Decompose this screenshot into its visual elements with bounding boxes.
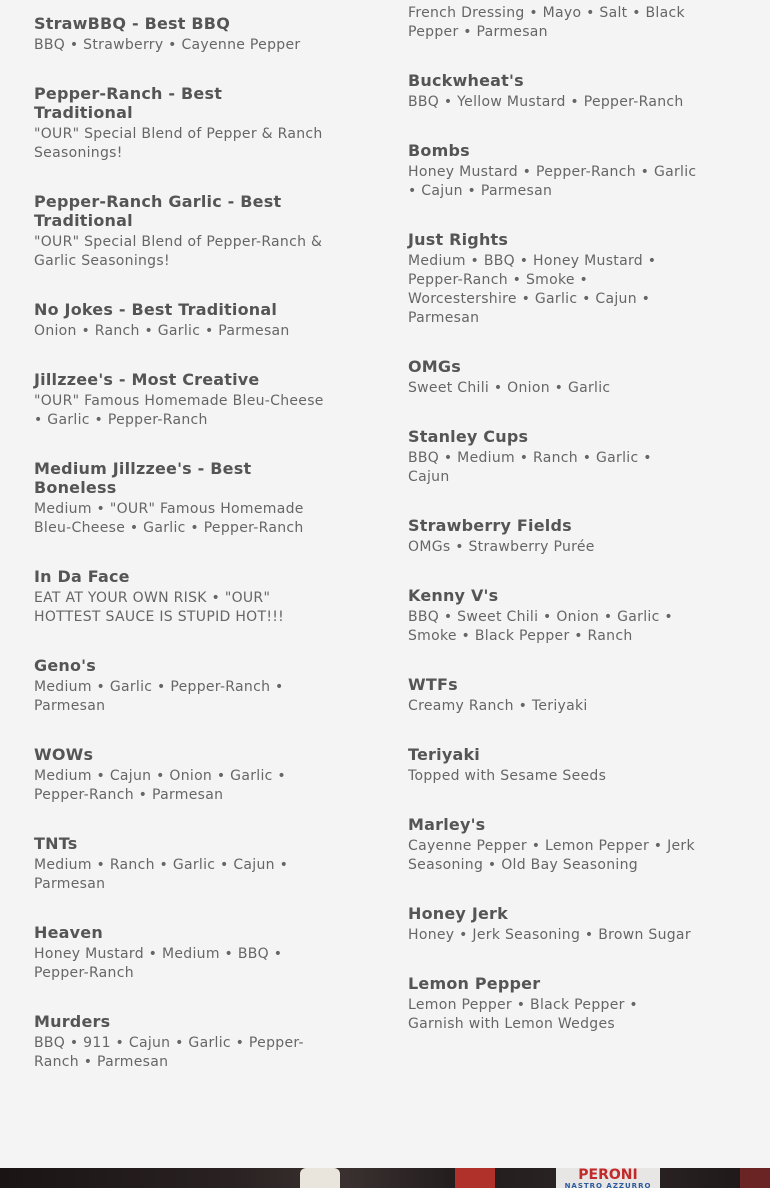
item-name: OMGs: [408, 357, 461, 376]
item-description: Sweet Chili • Onion • Garlic: [408, 380, 611, 396]
item-name: TNTs: [34, 834, 78, 853]
item-name: Jillzzee's - Most Creative: [34, 370, 260, 389]
item-description: "OUR" Famous Homemade Bleu-Cheese • Garlic • Pepper-Ranch: [34, 393, 324, 428]
item-description: Honey Mustard • Medium • BBQ • Pepper-Ranch: [34, 946, 283, 981]
item-description: Onion • Ranch • Garlic • Parmesan: [34, 323, 290, 339]
beer-label-subtext: NASTRO AZZURRO: [564, 1182, 652, 1188]
item-name: Pepper-Ranch Garlic - Best Traditional: [34, 192, 282, 230]
list-item: [34, 84, 324, 163]
item-name: Honey Jerk: [408, 904, 508, 923]
list-item: [408, 974, 698, 1034]
item-description: EAT AT YOUR OWN RISK • "OUR" HOTTEST SAUCE IS STUPID HOT!!!: [34, 590, 285, 625]
list-item: [34, 834, 324, 894]
list-item: [34, 567, 324, 627]
list-item: [34, 656, 324, 716]
item-description: Cayenne Pepper • Lemon Pepper • Jerk Seasoning • Old Bay Seasoning: [408, 838, 695, 873]
item-name: WTFs: [408, 675, 458, 694]
item-description: BBQ • 911 • Cajun • Garlic • Pepper-Ranch • Parmesan: [34, 1035, 304, 1070]
item-description: BBQ • Sweet Chili • Onion • Garlic • Smoke • Black Pepper • Ranch: [408, 609, 673, 644]
item-description: "OUR" Special Blend of Pepper-Ranch & Garlic Seasonings!: [34, 234, 323, 269]
item-name: Lemon Pepper: [408, 974, 541, 993]
list-item: [408, 427, 698, 487]
list-item: [34, 300, 324, 341]
flavor-list-right: [408, 0, 698, 1063]
list-item: [408, 230, 698, 328]
list-item: [408, 745, 698, 786]
item-description: Honey • Jerk Seasoning • Brown Sugar: [408, 927, 691, 943]
item-name: Bombs: [408, 141, 470, 160]
item-description: Creamy Ranch • Teriyaki: [408, 698, 588, 714]
item-name: Buckwheat's: [408, 71, 524, 90]
item-description: OMGs • Strawberry Purée: [408, 539, 595, 555]
item-name: Heaven: [34, 923, 103, 942]
beer-label: [556, 1168, 660, 1188]
list-item: [408, 357, 698, 398]
list-item: [34, 923, 324, 983]
list-item: [408, 586, 698, 646]
list-item: [34, 1012, 324, 1072]
item-name: Medium Jillzzee's - Best Boneless: [34, 459, 252, 497]
item-name: StrawBBQ - Best BBQ: [34, 14, 230, 33]
item-description: BBQ • Medium • Ranch • Garlic • Cajun: [408, 450, 652, 485]
flavor-list-left: [34, 0, 324, 1101]
item-name: WOWs: [34, 745, 94, 764]
list-item: [34, 192, 324, 271]
item-description: Honey Mustard • Pepper-Ranch • Garlic • Cajun • Parmesan: [408, 164, 697, 199]
item-description: BBQ • Strawberry • Cayenne Pepper: [34, 37, 301, 53]
item-name: Kenny V's: [408, 586, 499, 605]
item-name: In Da Face: [34, 567, 130, 586]
list-item: [408, 516, 698, 557]
item-name: Pepper-Ranch - Best Traditional: [34, 84, 223, 122]
list-item: [408, 71, 698, 112]
item-name: Teriyaki: [408, 745, 480, 764]
photo-figure: [300, 1168, 340, 1188]
list-item: [408, 815, 698, 875]
item-description: BBQ • Yellow Mustard • Pepper-Ranch: [408, 94, 684, 110]
item-name: Murders: [34, 1012, 111, 1031]
list-item: [408, 904, 698, 945]
item-description: Topped with Sesame Seeds: [408, 768, 607, 784]
item-description: Medium • Ranch • Garlic • Cajun • Parmesan: [34, 857, 289, 892]
photo-object: [740, 1168, 770, 1188]
list-item: [34, 370, 324, 430]
list-item: [34, 14, 324, 55]
bar-photo: [0, 1168, 770, 1188]
item-description: Medium • Cajun • Onion • Garlic • Pepper-Ranch • Parmesan: [34, 768, 286, 803]
list-item: [408, 141, 698, 201]
item-description: "OUR" Special Blend of Pepper & Ranch Seasonings!: [34, 126, 323, 161]
item-name: Geno's: [34, 656, 96, 675]
item-name: No Jokes - Best Traditional: [34, 300, 278, 319]
list-item: [408, 0, 698, 42]
beer-label-text: PERONI: [578, 1168, 638, 1183]
item-name: [408, 0, 698, 1]
list-item: [408, 675, 698, 716]
list-item: [34, 459, 324, 538]
item-name: Marley's: [408, 815, 486, 834]
item-name: Just Rights: [408, 230, 509, 249]
item-name: Strawberry Fields: [408, 516, 572, 535]
photo-bottle: [455, 1168, 495, 1188]
item-name: Stanley Cups: [408, 427, 529, 446]
item-description: French Dressing • Mayo • Salt • Black Pepper • Parmesan: [408, 5, 685, 40]
item-description: Medium • Garlic • Pepper-Ranch • Parmesan: [34, 679, 284, 714]
list-item: [34, 745, 324, 805]
item-description: Medium • "OUR" Famous Homemade Bleu-Cheese • Garlic • Pepper-Ranch: [34, 501, 304, 536]
item-description: Lemon Pepper • Black Pepper • Garnish with Lemon Wedges: [408, 997, 638, 1032]
item-description: Medium • BBQ • Honey Mustard • Pepper-Ranch • Smoke • Worcestershire • Garlic • Cajun • Parmesan: [408, 253, 657, 326]
